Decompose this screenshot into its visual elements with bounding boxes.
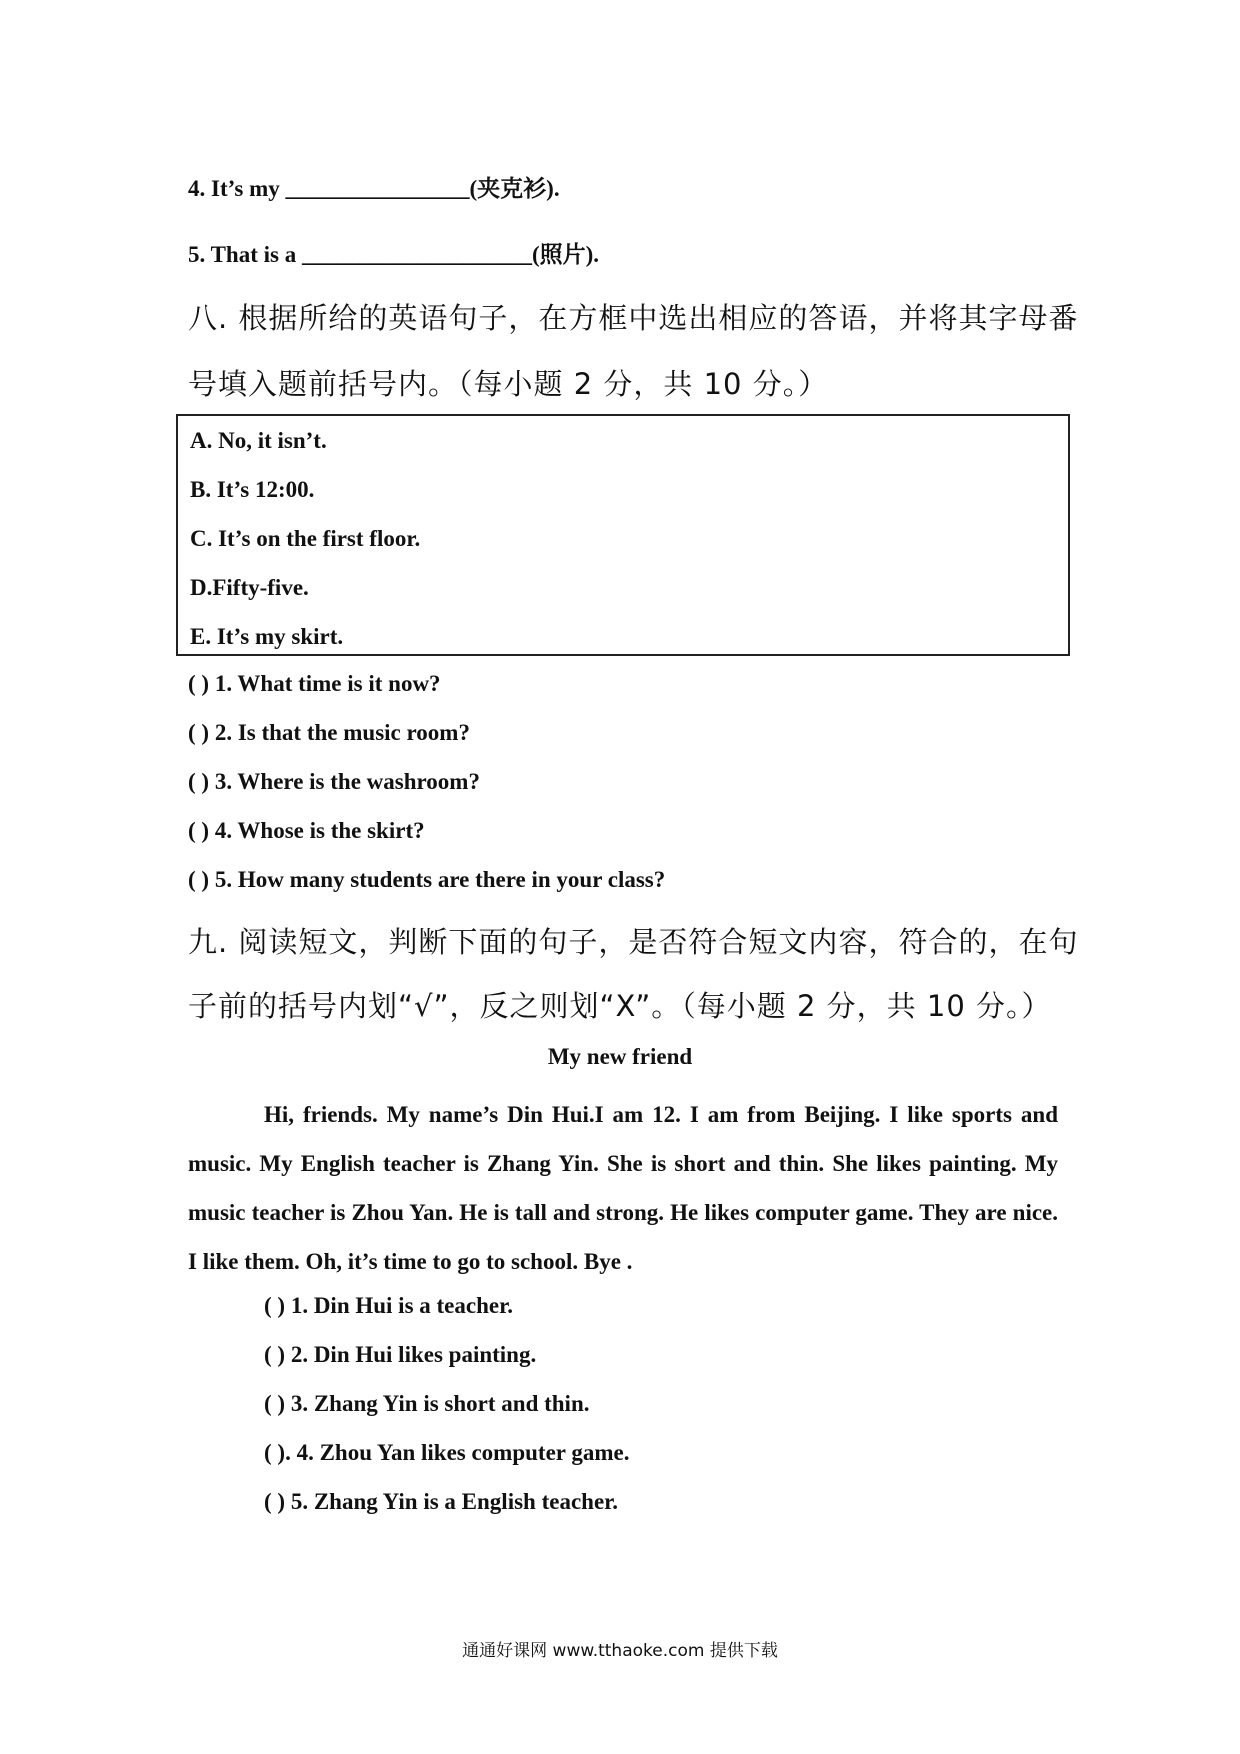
statement-3: ( ) 3. Zhang Yin is short and thin. <box>264 1391 590 1416</box>
statement-5: ( ) 5. Zhang Yin is a English teacher. <box>264 1489 618 1514</box>
fill-in-item-5: 5. That is a ____________________(照片). <box>188 242 600 267</box>
question-5: ( ) 5. How many students are there in your class? <box>188 867 666 892</box>
section9-heading-line2: 子前的括号内划“√”，反之则划“X”。（每小题 2 分，共 10 分。） <box>188 989 1052 1023</box>
statement-4: ( ). 4. Zhou Yan likes computer game. <box>264 1440 630 1465</box>
question-3: ( ) 3. Where is the washroom? <box>188 769 480 794</box>
fill-in-item-4: 4. It’s my ________________(夹克衫). <box>188 176 560 201</box>
section8-heading-line1: 八. 根据所给的英语句子，在方框中选出相应的答语，并将其字母番 <box>188 301 1079 335</box>
option-a: A. No, it isn’t. <box>190 428 327 453</box>
question-2: ( ) 2. Is that the music room? <box>188 720 470 745</box>
option-c: C. It’s on the first floor. <box>190 526 421 551</box>
passage-title: My new friend <box>547 1044 693 1069</box>
reading-passage: Hi, friends. My name’s Din Hui.I am 12. I am from Beijing. I like sports and music. My English teacher is Zhang Yin. She is short and thin. She likes painting. My music teacher is Zhou Yan. He is tall and strong. He likes computer game. They are nice. I like them. Oh, it’s time to go to school. Bye . <box>188 1102 1058 1274</box>
option-d: D.Fifty-five. <box>190 575 309 600</box>
question-4: ( ) 4. Whose is the skirt? <box>188 818 425 843</box>
question-1: ( ) 1. What time is it now? <box>188 671 441 696</box>
option-e: E. It’s my skirt. <box>190 624 344 649</box>
option-b: B. It’s 12:00. <box>190 477 315 502</box>
section8-heading-line2: 号填入题前括号内。（每小题 2 分，共 10 分。） <box>188 367 829 401</box>
section9-heading-line1: 九. 阅读短文，判断下面的句子，是否符合短文内容，符合的，在句 <box>188 925 1079 959</box>
statement-2: ( ) 2. Din Hui likes painting. <box>264 1342 537 1367</box>
answer-options-box <box>176 414 1070 656</box>
statement-1: ( ) 1. Din Hui is a teacher. <box>264 1293 513 1318</box>
page-footer: 通通好课网 www.tthaoke.com 提供下载 <box>462 1641 778 1661</box>
